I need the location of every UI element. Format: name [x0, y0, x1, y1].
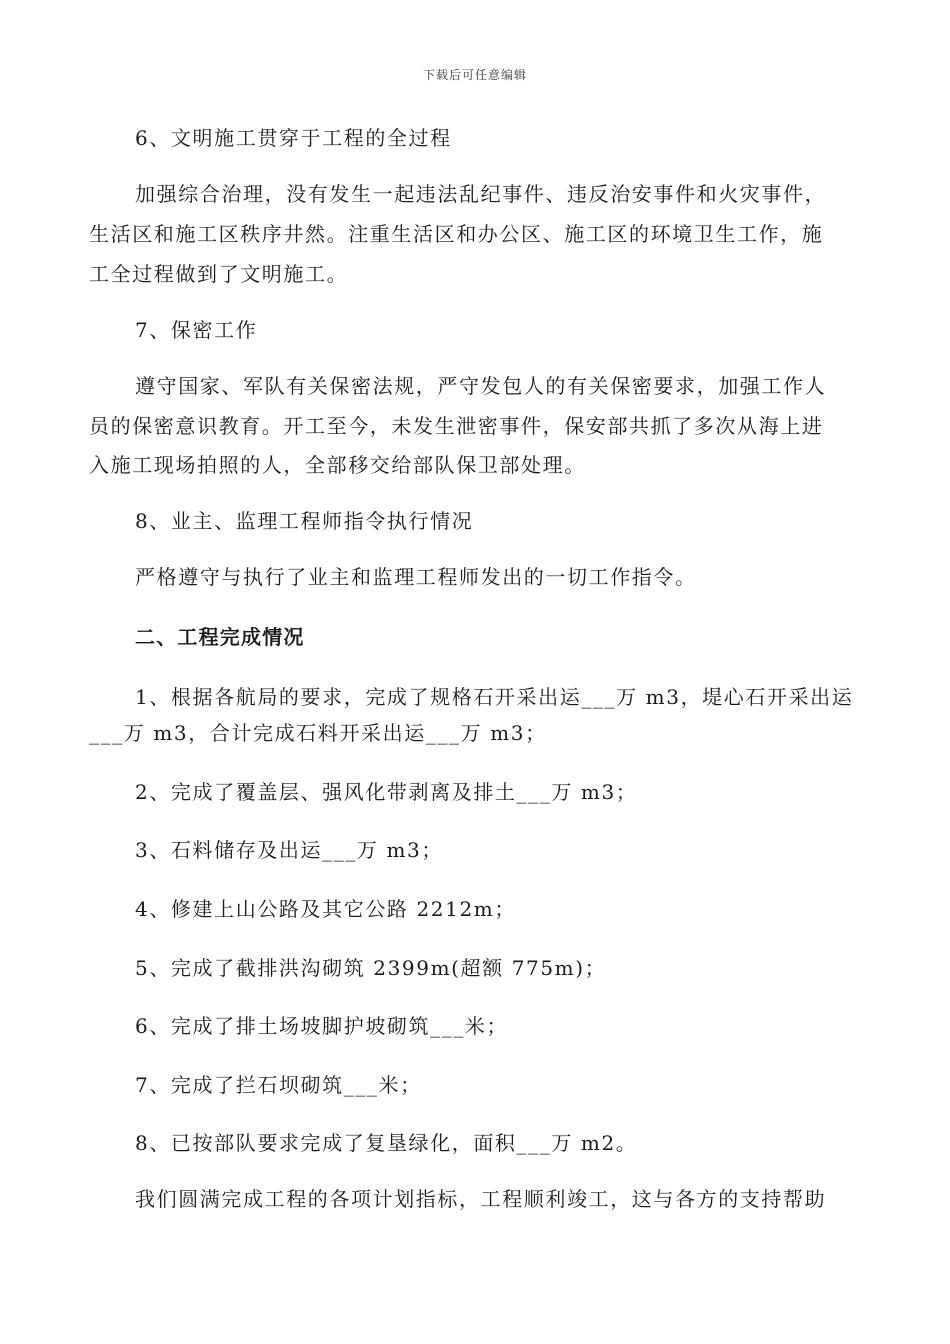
list-item: 8、已按部队要求完成了复垦绿化，面积___万 m2。: [135, 1131, 638, 1155]
list-item: 3、石料储存及出运___万 m3；: [135, 838, 443, 862]
list-item: 1、根据各航局的要求，完成了规格石开采出运___万 m3，堤心石开采出运: [135, 685, 854, 709]
list-item: 2、完成了覆盖层、强风化带剥离及排土___万 m3；: [135, 780, 638, 804]
section-title-8: 8、业主、监理工程师指令执行情况: [135, 509, 474, 533]
paragraph-line: 严格遵守与执行了业主和监理工程师发出的一切工作指令。: [135, 565, 697, 589]
section-title-6: 6、文明施工贯穿于工程的全过程: [135, 126, 452, 150]
section-title-7: 7、保密工作: [135, 318, 258, 342]
list-item: 7、完成了拦石坝砌筑___米；: [135, 1073, 422, 1097]
list-item-continuation: ___万 m3，合计完成石料开采出运___万 m3；: [89, 721, 547, 745]
paragraph-line: 入施工现场拍照的人，全部移交给部队保卫部处理。: [89, 453, 586, 477]
paragraph-line: 加强综合治理，没有发生一起违法乱纪事件、违反治安事件和火灾事件，: [135, 182, 827, 206]
closing-paragraph: 我们圆满完成工程的各项计划指标，工程顺利竣工，这与各方的支持帮助: [135, 1187, 827, 1211]
paragraph-line: 工全过程做到了文明施工。: [89, 262, 349, 286]
list-item: 4、修建上山公路及其它公路 2212m；: [135, 897, 516, 921]
list-item: 6、完成了排土场坡脚护坡砌筑___米；: [135, 1014, 509, 1038]
paragraph-line: 员的保密意识教育。开工至今，未发生泄密事件，保安部共抓了多次从海上进: [89, 414, 824, 438]
part-heading: 二、工程完成情况: [135, 625, 305, 649]
paragraph-line: 遵守国家、军队有关保密法规，严守发包人的有关保密要求，加强工作人: [135, 374, 827, 398]
list-item: 5、完成了截排洪沟砌筑 2399m(超额 775m)；: [135, 956, 607, 980]
page-header: 下载后可任意编辑: [422, 68, 527, 82]
paragraph-line: 生活区和施工区秩序井然。注重生活区和办公区、施工区的环境卫生工作，施: [89, 222, 824, 246]
